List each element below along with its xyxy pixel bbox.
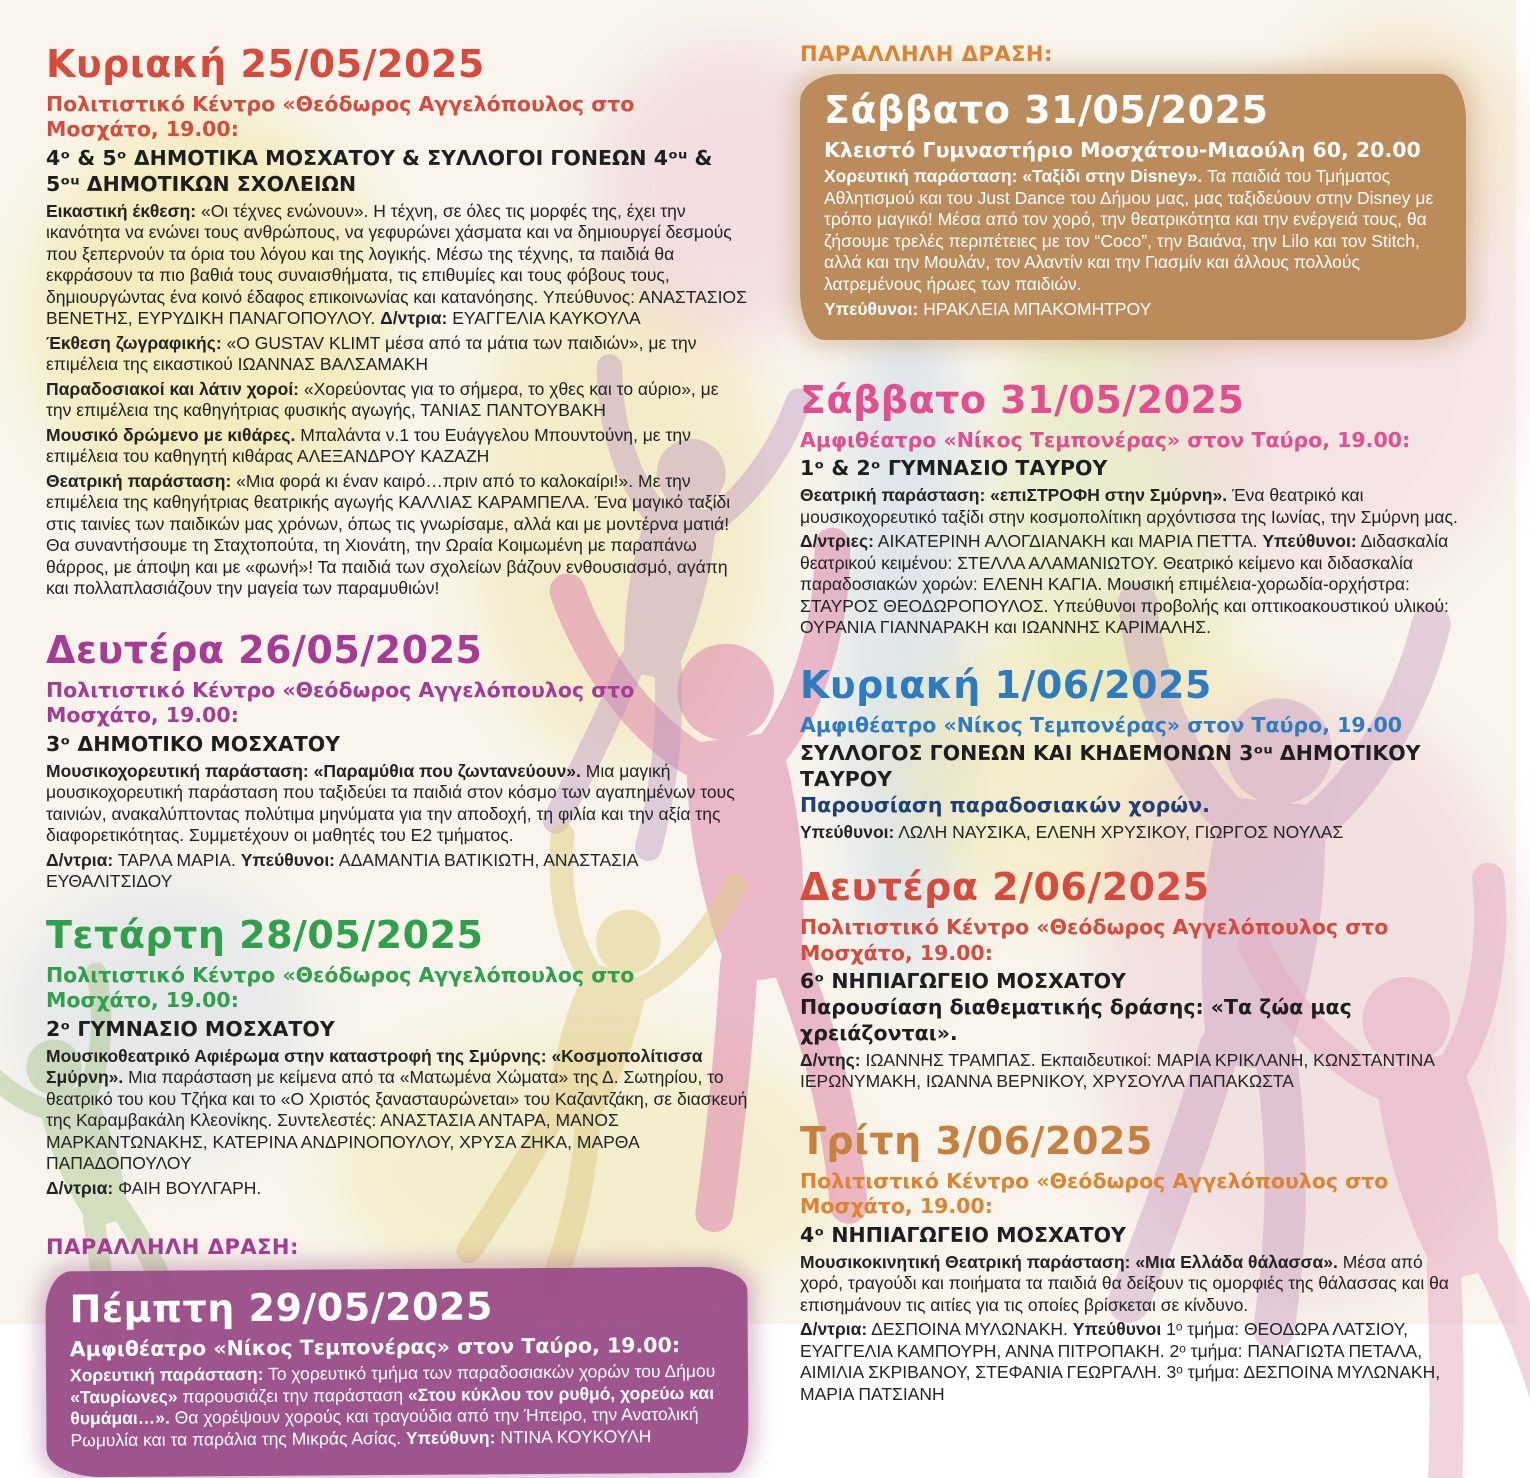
event-date-heading: Κυριακή 1/06/2025 [800,662,1212,707]
text-run: Δ/ντης: [800,1049,861,1070]
text-run: «Χορεύοντας για το σήμερα, το χθες και το αύριο», με την επιμέλεια της καθηγήτριας φυσικής αγωγής, ΤΑΝΙΑΣ ΠΑΝΤΟΥΒΑΚΗ [46,378,719,421]
event-venue: Αμφιθέατρο «Νίκος Τεμπονέρας» στον Ταύρο, 19.00: [800,427,1411,452]
event-venue: Πολιτιστικό Κέντρο «Θεόδωρος Αγγελόπουλος στο Μοσχάτο, 19.00: [46,91,635,142]
text-run: ΑΔΑΜΑΝΤΙΑ ΒΑΤΙΚΙΩΤΗ, ΑΝΑΣΤΑΣΙΑ ΕΥΘΑΛΙΤΣΙΔΟΥ [46,849,638,892]
text-run: Θεατρική παράσταση: [46,470,232,491]
text-run: Το χορευτικό τμήμα των παραδοσιακών χορών του Δήμου [263,1361,716,1385]
text-run: Παραδοσιακοί και λάτιν χοροί: [46,378,300,399]
text-run: ΤΑΡΛΑ ΜΑΡΙΑ. [113,849,241,870]
event-date-heading: Κυριακή 25/05/2025 [46,42,485,86]
text-run: Δ/ντριες: [800,531,874,552]
event-school-line: 4ᵒ ΝΗΠΙΑΓΩΓΕΙΟ ΜΟΣΧΑΤΟΥ [800,1222,1126,1247]
text-run: Υπεύθυνοι: [1262,531,1357,552]
event-date-heading: Δευτέρα 2/06/2025 [800,865,1210,910]
event-wednesday-28-05 [46,912,748,1199]
text-run: Τα παιδιά του Τμήματος Αθλητισμού και του Just Dance του Δήμου μας, μας ταξιδεύουν στην Disney με τρόπο μαγικό! Μέσα από τον χορό, την θεατρικότητα και την ενέργειά τους, θα ζήσουμε τρελές περιπέτειες με τον “Coco”, την Βαιάνα, την Lilo και τον Stitch, αλλά και την Μουλάν, τον Αλαντίν και την Γιασμίν και άλλους πολλούς λατρεμένους ήρωες των παιδιών. [824,166,1434,294]
event-paragraph [46,425,748,468]
text-run: Δ/ντρια: [380,308,448,329]
text-run: Υπεύθυνοι: [240,849,336,870]
event-paragraph [800,1252,1466,1317]
text-run: Μουσικοκινητική Θεατρική παράσταση: «Μια Ελλάδα θάλασσα». [800,1251,1338,1272]
event-sunday-25-05 [46,44,748,600]
parallel-action-label: ΠΑΡΑΛΛΗΛΗ ΔΡΑΣΗ: [800,42,1053,66]
text-run: Μέσα από χορό, τραγούδι και ποιήματα τα παιδιά θα δείξουν τις ομορφιές της θάλασσας και θα επισημάνουν τις αιτίες για τις οποίες βρίσκεται σε κίνδυνο. [800,1251,1449,1315]
event-credits [46,1178,748,1200]
event-school-line: 2ᵒ ΓΥΜΝΑΣΙΟ ΜΟΣΧΑΤΟΥ [46,1017,335,1041]
event-credits [824,299,1442,321]
event-date-heading: Τετάρτη 28/05/2025 [46,912,484,957]
event-thursday-29-05-box [45,1267,748,1478]
text-run: Χορευτική παράσταση: «Ταξίδι στην Disney». [824,166,1203,187]
event-paragraph [46,1046,748,1175]
event-date-heading: Δευτέρα 26/05/2025 [46,627,483,672]
text-run: Δ/ντρια: [46,1177,114,1198]
text-run: Μουσικό δρώμενο με κιθάρες. [46,424,296,445]
event-venue: Αμφιθέατρο «Νίκος Τεμπονέρας» στον Ταύρο, 19.00: [69,1333,681,1362]
text-run: Μουσικοθεατρικό Αφιέρωμα στην καταστροφή της Σμύρνης: «Κοσμοπολίτισσα Σμύρνη». [46,1045,703,1088]
event-school-line: 1ᵒ & 2ᵒ ΓΥΜΝΑΣΙΟ ΤΑΥΡΟΥ [800,456,1108,481]
event-paragraph [46,201,748,330]
event-school-line: 6ᵒ ΝΗΠΙΑΓΩΓΕΙΟ ΜΟΣΧΑΤΟΥ [800,969,1126,994]
event-saturday-31-05-box [800,74,1466,340]
event-sunday-1-06 [800,662,1466,843]
event-paragraph [824,166,1442,295]
event-paragraph [46,761,748,847]
text-run: ΦΑΙΗ ΒΟΥΛΓΑΡΗ. [113,1177,262,1198]
event-venue: Πολιτιστικό Κέντρο «Θεόδωρος Αγγελόπουλος στο Μοσχάτο, 19.00: [800,1168,1389,1219]
text-run: ΑΙΚΑΤΕΡΙΝΗ ΑΛΟΓΔΙΑΝΑΚΗ και ΜΑΡΙΑ ΠΕΤΤΑ. [873,531,1263,552]
left-column [46,44,748,1476]
text-run: «Ταυρίωνες» [70,1386,178,1408]
text-run: παρουσιάζει την παράσταση [177,1385,409,1407]
text-run: «Ο GUSTAV KLIMT μέσα από τα μάτια των παιδιών», με την επιμέλεια της εικαστικού ΙΩΑΝΝΑΣ ΒΑΛΣΑΜΑΚΗ [46,332,697,375]
text-run: ΛΩΛΗ ΝΑΥΣΙΚΑ, ΕΛΕΝΗ ΧΡΥΣΙΚΟΥ, ΓΙΩΡΓΟΣ ΝΟΥΛΑΣ [894,821,1344,842]
text-run: Ένα θεατρικό και μουσικοχορευτικό ταξίδι στην κοσμοπολίτικη αρχόντισσα της Ιωνίας, την Σμύρνη μας. [800,485,1458,527]
text-run: Υπεύθυνοι: [824,298,919,319]
text-run: ΕΥΑΓΓΕΛΙΑ ΚΑΥΚΟΥΛΑ [447,308,641,329]
text-run: Μια παράσταση με κείμενα από τα «Ματωμένα Χώματα» της Δ. Σωτηρίου, το θεατρικό του κου Τζήκα και το «Ο Χριστός ξανασταυρώνεται» του Καζαντζάκη, σε διασκευή της Καραμβακάλη Κλεονίκης. Συντελεστές: ΑΝΑΣΤΑΣΙΑ ΑΝΤΑΡΑ, ΜΑΝΟΣ ΜΑΡΚΑΝΤΩΝΑΚΗΣ, ΚΑΤΕΡΙΝΑ ΑΝΔΡΙΝΟΠΟΥΛΟΥ, ΧΡΥΣΑ ΖΗΚΑ, ΜΑΡΘΑ ΠΑΠΑΔΟΠΟΥΛΟΥ [46,1067,748,1174]
event-paragraph [46,379,748,422]
text-run: Μπαλάντα ν.1 του Ευάγγελου Μπουντούνη, με την επιμέλεια του καθηγητή κιθάρας ΑΛΕΞΑΝΔΡΟΥ ΚΑΖΑΖΗ [46,424,691,467]
text-run: Θα χορέψουν χορούς και τραγούδια από την Ήπειρο, την Ανατολική Ρωμυλία και τα παράλια της Μικράς Ασίας. [70,1404,699,1451]
right-column [800,42,1466,1405]
event-credits [800,1319,1466,1405]
text-run: 1ᵒ τμήμα: ΘΕΟΔΩΡΑ ΛΑΤΣΙΟΥ, ΕΥΑΓΓΕΛΙΑ ΚΑΜΠΟΥΡΗ, ΑΝΝΑ ΠΙΤΡΟΠΑΚΗ. 2ᵒ τμήμα: ΠΑΝΑΓΙΩΤΑ ΠΕΤΑΛΑ, ΑΙΜΙΛΙΑ ΣΚΡΙΒΑΝΟΥ, ΣΤΕΦΑΝΙΑ ΓΕΩΡΓΑΛΗ. 3ᵒ τμήμα: ΔΕΣΠΟΙΝΑ ΜΥΛΩΝΑΚΗ, ΜΑΡΙΑ ΠΑΤΣΙΑΝΗ [800,1319,1441,1404]
event-credits [46,850,748,893]
text-run: ΙΩΑΝΝΗΣ ΤΡΑΜΠΑΣ. Εκπαιδευτικοί: ΜΑΡΙΑ ΚΡΙΚΛΑΝΗ, ΚΩΝΣΤΑΝΤΙΝΑ ΙΕΡΩΝΥΜΑΚΗ, ΙΩΑΝΝΑ ΒΕΡΝΙΚΟΥ, ΧΡΥΣΟΥΛΑ ΠΑΠΑΚΩΣΤΑ [800,1049,1434,1092]
event-paragraph [800,485,1466,528]
text-run: Δ/ντρια: [46,849,114,870]
event-date-heading: Τρίτη 3/06/2025 [800,1118,1153,1163]
text-run: Υπεύθυνη: [405,1427,496,1449]
event-saturday-31-05 [800,380,1466,639]
text-run: Εικαστική έκθεση: [46,200,197,221]
text-run: ΔΕΣΠΟΙΝΑ ΜΥΛΩΝΑΚΗ. [867,1319,1073,1340]
text-run: Έκθεση ζωγραφικής: [46,332,222,353]
text-run: «Μια φορά κι έναν καιρό…πριν από το καλοκαίρι!». Με την επιμέλεια της καθηγήτριας θεατρικής αγωγής ΚΑΛΛΙΑΣ ΚΑΡΑΜΠΕΛΑ. Ένα μαγικό ταξίδι στις ταινίες των παιδικών μας χρόνων, όπως τις γνωρίσαμε, αλλά και με μοντέρνα ματιά! Θα συναντήσουμε τη Σταχτοπούτα, τη Χιονάτη, την Ωραία Κοιμωμένη με παραπάνω θάρρος, με άποψη και με «φωνή»! Τα παιδιά των σχολείων βάζουν ενθουσιασμό, αγάπη και πολλαπλασιάζουν την μαγεία των παραμυθιών! [46,470,731,599]
event-credits [800,531,1466,639]
text-run: Μουσικοχορευτική παράσταση: «Παραμύθια που ζωντανεύουν». [46,760,581,781]
event-date-heading: Πέμπτη 29/05/2025 [69,1284,493,1332]
event-school-line: 3ᵒ ΔΗΜΟΤΙΚΟ ΜΟΣΧΑΤΟΥ [46,732,341,757]
event-presentation-line: Παρουσίαση παραδοσιακών χορών. [800,792,1210,817]
event-venue: Κλειστό Γυμναστήριο Μοσχάτου-Μιαούλη 60, 20.00 [824,137,1421,162]
event-monday-2-06 [800,867,1466,1093]
event-credits [800,822,1466,844]
event-school-line: ΣΥΛΛΟΓΟΣ ΓΟΝΕΩΝ ΚΑΙ ΚΗΔΕΜΟΝΩΝ 3ᵒᵘ ΔΗΜΟΤΙΚΟΥ ΤΑΥΡΟΥ [800,741,1421,792]
event-venue: Πολιτιστικό Κέντρο «Θεόδωρος Αγγελόπουλος στο Μοσχάτο, 19.00: [46,962,635,1013]
text-run: ΗΡΑΚΛΕΙΑ ΜΠΑΚΟΜΗΤΡΟΥ [918,298,1152,319]
event-tuesday-3-06 [800,1118,1466,1405]
event-venue: Πολιτιστικό Κέντρο «Θεόδωρος Αγγελόπουλος στο Μοσχάτο, 19.00: [800,915,1389,965]
text-run: Διδασκαλία θεατρικού κειμένου: ΣΤΕΛΛΑ ΑΛΑΜΑΝΙΩΤΟΥ. Θεατρικό κείμενο και διδασκαλία παραδοσιακών χορών: ΕΛΕΝΗ ΚΑΓΙΑ. Μουσική επιμέλεια-χορωδία-ορχήστρα: ΣΤΑΥΡΟΣ ΘΕΟΔΩΡΟΠΟΥΛΟΣ. Υπεύθυνοι προβολής και οπτικοακουστικού υλικού: ΟΥΡΑΝΙΑ ΓΙΑΝΝΑΡΑΚΗ και ΙΩΑΝΝΗΣ ΚΑΡΙΜΑΛΗΣ. [800,531,1449,638]
event-venue: Αμφιθέατρο «Νίκος Τεμπονέρας» στον Ταύρο, 19.00 [800,712,1402,737]
event-paragraph [46,471,748,600]
event-monday-26-05 [46,627,748,893]
event-date-heading: Σάββατο 31/05/2025 [824,88,1269,132]
parallel-action-label: ΠΑΡΑΛΛΗΛΗ ΔΡΑΣΗ: [46,1235,299,1260]
text-run: Μια μαγική μουσικοχορευτική παράσταση που ταξιδεύει τα παιδιά στον κόσμο των αγαπημένων τους ταινιών, ανακαλύπτοντας πολύτιμα μηνύματα για την αποδοχή, τη φιλία και την αξία της διαφορετικότητας. Συμμετέχουν οι μαθητές του Ε2 τμήματος. [46,760,735,846]
event-date-heading: Σάββατο 31/05/2025 [800,378,1245,423]
text-run: Θεατρική παράσταση: «επιΣΤΡΟΦΗ στην Σμύρνη». [800,485,1228,506]
event-venue: Πολιτιστικό Κέντρο «Θεόδωρος Αγγελόπουλος στο Μοσχάτο, 19.00: [46,677,635,728]
event-school-line: 5ᵒᵘ ΔΗΜΟΤΙΚΩΝ ΣΧΟΛΕΙΩΝ [46,171,357,196]
event-school-line: 4ᵒ & 5ᵒ ΔΗΜΟΤΙΚΑ ΜΟΣΧΑΤΟΥ & ΣΥΛΛΟΓΟΙ ΓΟΝΕΩΝ 4ᵒᵘ & [46,146,713,171]
event-paragraph [46,333,748,376]
text-run: Χορευτική παράσταση: [69,1364,264,1387]
text-run: Υπεύθυνοι [1072,1319,1162,1340]
event-credits [800,1050,1466,1093]
text-run: Υπεύθυνοι: [800,821,895,842]
text-run: Δ/ντρια: [800,1319,868,1340]
text-run: «Οι τέχνες ενώνουν». Η τέχνη, σε όλες τις μορφές της, έχει την ικανότητα να ενώνει τους ανθρώπους, να γεφυρώνει χάσματα και να δημιουργεί δεσμούς που ξεπερνούν τα όρια του λόγου και της λογικής. Μέσω της τέχνης, τα παιδιά θα εκφράσουν τα πιο βαθιά τους συναισθήματα, τις επιθυμίες και τους φόβους τους, δημιουργώντας ένα κοινό έδαφος επικοινωνίας και κατανόησης. Υπεύθυνος: ΑΝΑΣΤΑΣΙΟΣ ΒΕΝΕΤΗΣ, ΕΥΡΥΔΙΚΗ ΠΑΝΑΓΟΠΟΥΛΟΥ. [46,200,747,329]
text-run: ΝΤΙΝΑ ΚΟΥΚΟΥΛΗ [495,1426,652,1448]
text-run: «Στου κύκλου τον ρυθμό, χορεύω και θυμάμαι…». [70,1383,715,1430]
event-presentation-line: Παρουσίαση διαθεματικής δράσης: «Τα ζώα μας χρειάζονται». [800,995,1352,1046]
event-paragraph [70,1362,725,1453]
